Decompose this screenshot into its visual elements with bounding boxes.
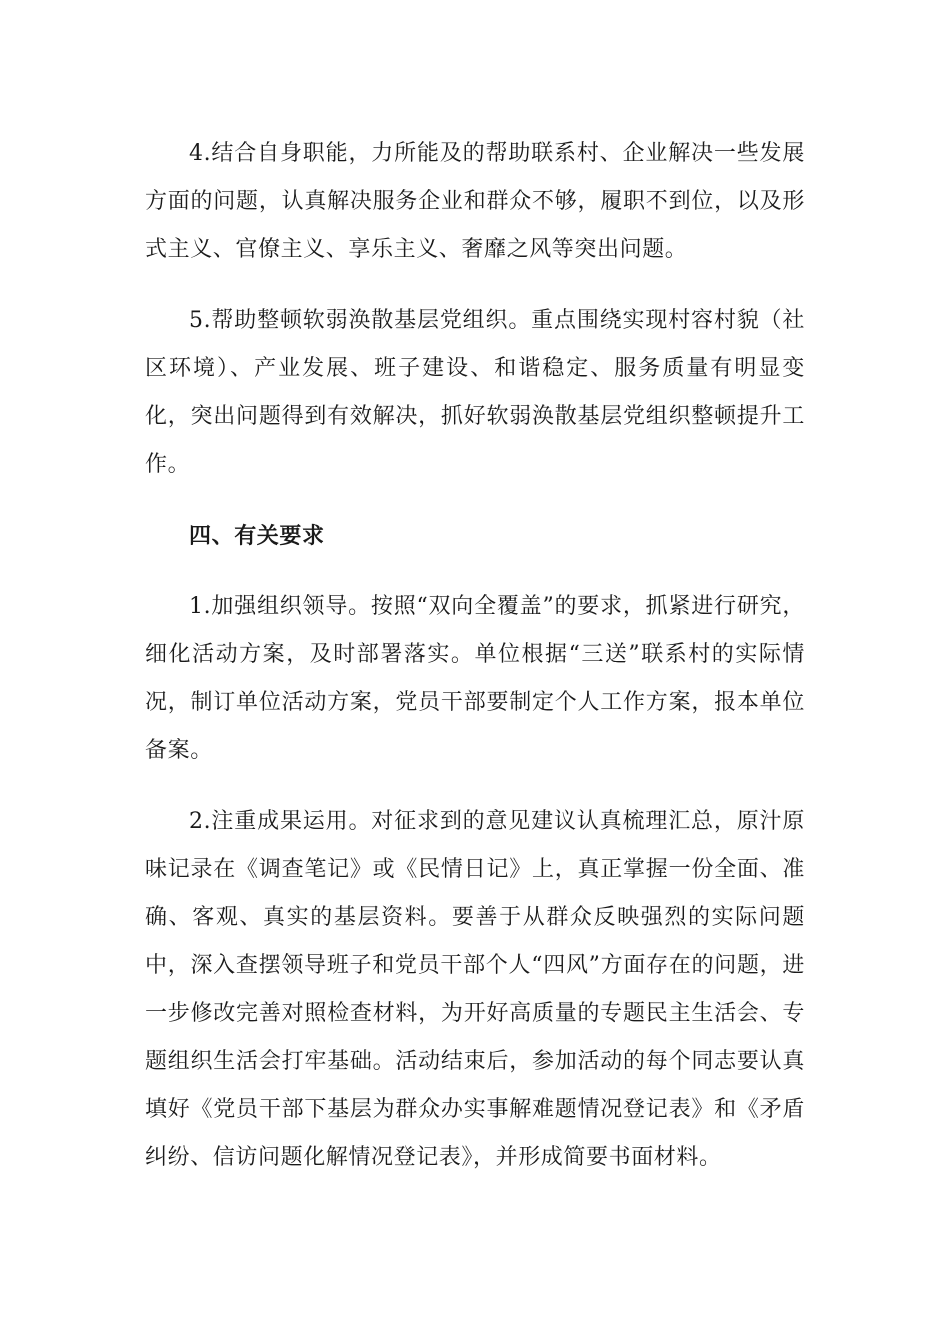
requirement-item-1: 1.加强组织领导。按照“双向全覆盖”的要求，抓紧进行研究，细化活动方案，及时部署落实。单位根据“三送”联系村的实际情况，制订单位活动方案，党员干部要制定个人工作方案，报本单位备案。 xyxy=(145,594,805,763)
requirement-item-2: 2.注重成果运用。对征求到的意见建议认真梳理汇总，原汁原味记录在《调查笔记》或《民情日记》上，真正掌握一份全面、准确、客观、真实的基层资料。要善于从群众反映强烈的实际问题中，深入查摆领导班子和党员干部个人“四风”方面存在的问题，进一步修改完善对照检查材料，为开好高质量的专题民主生活会、专题组织生活会打牢基础。活动结束后，参加活动的每个同志要认真填好《党员干部下基层为群众办实事解难题情况登记表》和《矛盾纠纷、信访问题化解情况登记表》，并形成简要书面材料。 xyxy=(145,809,805,1170)
paragraph-item-5: 5.帮助整顿软弱涣散基层党组织。重点围绕实现村容村貌（社区环境）、产业发展、班子建设、和谐稳定、服务质量有明显变化，突出问题得到有效解决，抓好软弱涣散基层党组织整顿提升工作。 xyxy=(145,308,805,477)
section-heading: 四、有关要求 xyxy=(189,523,325,549)
document-body xyxy=(145,130,805,1182)
paragraph-item-4: 4.结合自身职能，力所能及的帮助联系村、企业解决一些发展方面的问题，认真解决服务企业和群众不够，履职不到位，以及形式主义、官僚主义、享乐主义、奢靡之风等突出问题。 xyxy=(145,141,805,262)
paragraph-gap xyxy=(145,775,805,798)
paragraph-gap xyxy=(145,560,805,583)
paragraph-gap xyxy=(145,274,805,297)
paragraph-gap xyxy=(145,489,805,512)
